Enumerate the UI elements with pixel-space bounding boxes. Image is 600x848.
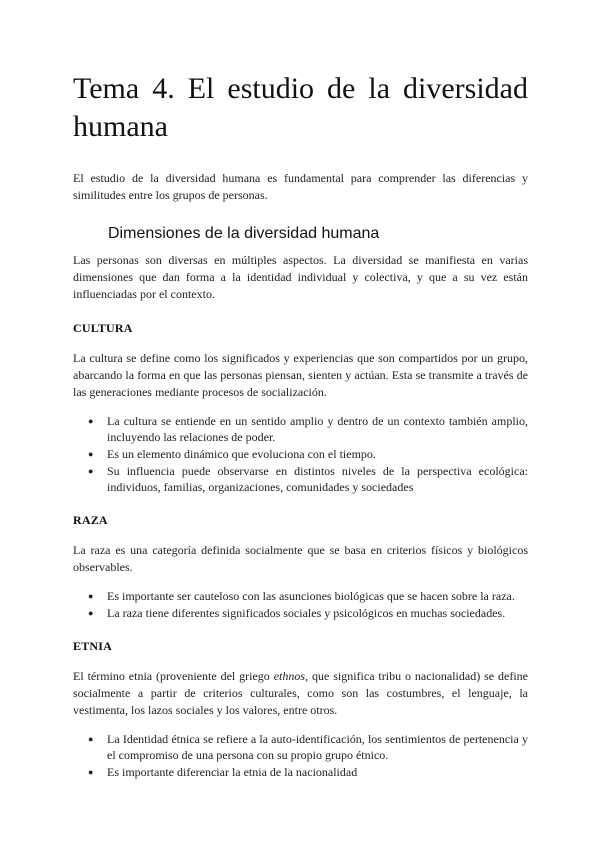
page-title	[73, 70, 528, 146]
raza-paragraph: La raza es una categoría definida socialmente que se basa en criterios físicos y biológicos observables.	[73, 543, 528, 574]
list-item: ● Es un elemento dinámico que evoluciona con el tiempo.	[107, 446, 528, 462]
list-item: ● La Identidad étnica se refiere a la auto-identificación, los sentimientos de pertenencia y el compromiso de una persona con su propio grupo étnico.	[107, 731, 528, 763]
etnia-text-start: El término etnia (proveniente del griego	[73, 669, 274, 683]
list-item: ● Es importante diferenciar la etnia de la nacionalidad	[107, 764, 528, 780]
document-page	[73, 70, 528, 781]
cultura-paragraph: La cultura se define como los significados y experiencias que son compartidos por un grupo, abarcando la forma en que las personas piensan, sienten y actúan. Esta se transmite a través de las generaciones mediante procesos de socialización.	[73, 351, 528, 399]
list-item: ● Su influencia puede observarse en distintos niveles de la perspectiva ecológica: individuos, familias, organizaciones, comunidades y sociedades	[107, 463, 528, 495]
etnia-heading: ETNIA	[73, 639, 113, 653]
cultura-list	[73, 413, 528, 495]
raza-heading: RAZA	[73, 513, 108, 527]
list-item: ● La cultura se entiende en un sentido amplio y dentro de un contexto también amplio, incluyendo las relaciones de poder.	[107, 413, 528, 445]
etnia-paragraph	[73, 668, 528, 719]
raza-list	[73, 588, 528, 621]
cultura-heading: CULTURA	[73, 321, 133, 335]
title-line-1: Tema 4. El estudio de la diversidad	[73, 72, 528, 105]
title-line-2: humana	[73, 110, 168, 143]
etnia-text-end: , que significa tribu o nacionalidad) se define socialmente a partir de criterios culturales, como son las costumbres, el lenguaje, la vestimenta, los lazos sociales y los valores, entre otros.	[73, 669, 529, 717]
etnia-term-italic: ethnos	[273, 669, 306, 683]
list-item: ● La raza tiene diferentes significados sociales y psicológicos en muchas sociedades.	[107, 605, 528, 621]
list-item: ● Es importante ser cauteloso con las asunciones biológicas que se hacen sobre la raza.	[107, 588, 528, 604]
section-title: Dimensiones de la diversidad humana	[108, 225, 380, 242]
intro-paragraph: El estudio de la diversidad humana es fundamental para comprender las diferencias y similitudes entre los grupos de personas.	[73, 171, 528, 202]
section-paragraph: Las personas son diversas en múltiples aspectos. La diversidad se manifiesta en varias dimensiones que dan forma a la identidad individual y colectiva, y que a su vez están influenciadas por el contexto.	[73, 253, 528, 301]
etnia-list	[73, 731, 528, 780]
